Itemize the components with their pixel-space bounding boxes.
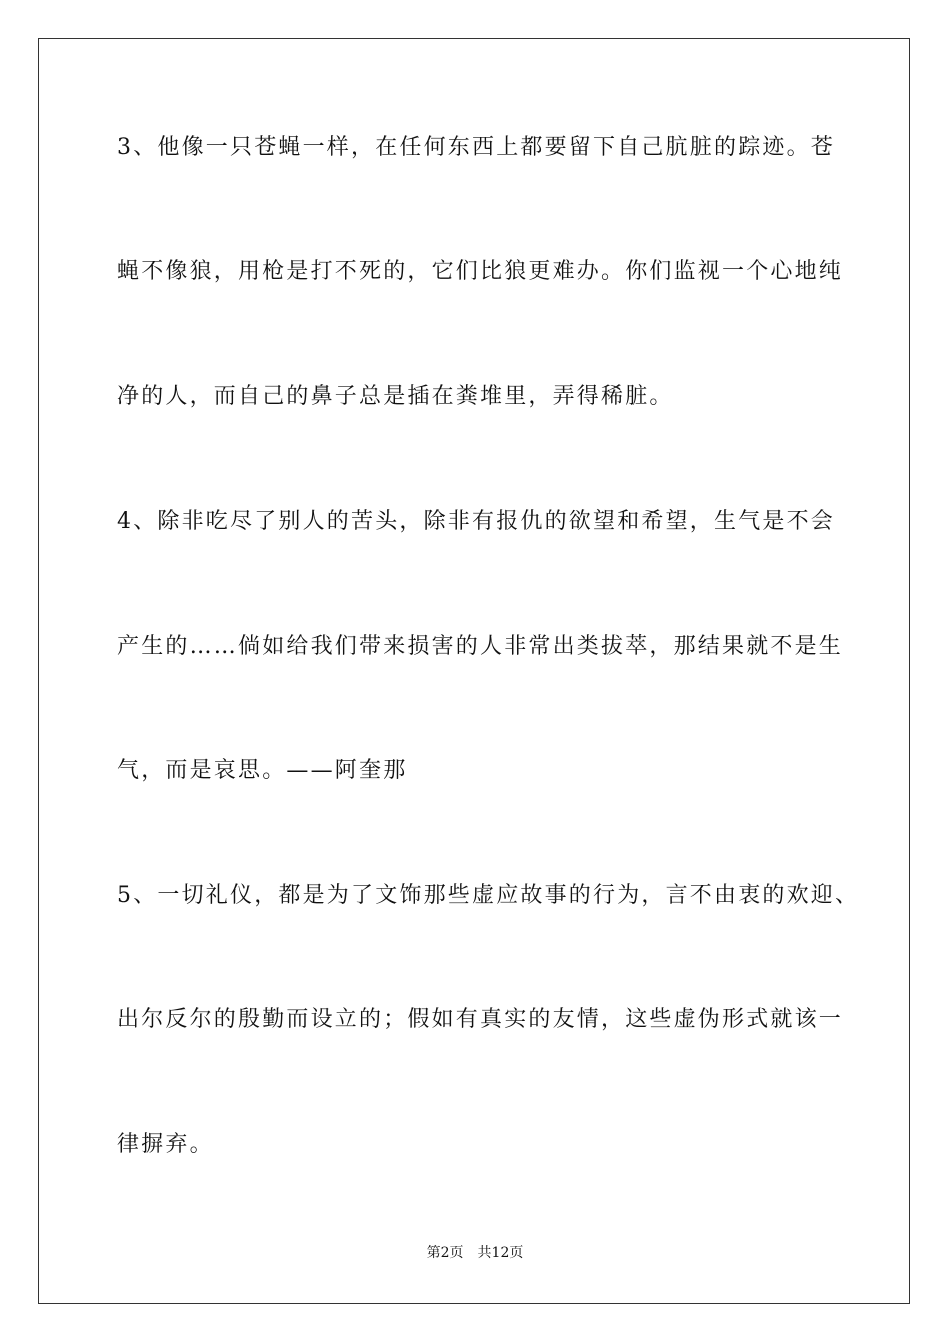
page-total: 共12页 — [477, 1245, 524, 1261]
paragraph-4-line-2: 产生的……倘如给我们带来损害的人非常出类拔萃，那结果就不是生 — [117, 634, 844, 659]
paragraph-4-line-3: 气，而是哀思。——阿奎那 — [117, 758, 408, 783]
paragraph-5-line-1: 5、一切礼仪，都是为了文饰那些虚应故事的行为，言不由衷的欢迎、 — [117, 883, 860, 908]
page-footer — [0, 1244, 950, 1262]
page-number: 第2页 — [426, 1245, 464, 1261]
paragraph-3-line-1: 3、他像一只苍蝇一样，在任何东西上都要留下自己肮脏的踪迹。苍 — [117, 135, 835, 160]
paragraph-4-line-1: 4、除非吃尽了别人的苦头，除非有报仇的欲望和希望，生气是不会 — [117, 509, 835, 534]
page-border — [38, 38, 910, 1304]
paragraph-5-line-2: 出尔反尔的殷勤而设立的；假如有真实的友情，这些虚伪形式就该一 — [117, 1007, 844, 1032]
paragraph-3-line-3: 净的人，而自己的鼻子总是插在粪堆里，弄得稀脏。 — [117, 384, 674, 409]
paragraph-5-line-3: 律摒弃。 — [117, 1132, 214, 1157]
paragraph-3-line-2: 蝇不像狼，用枪是打不死的，它们比狼更难办。你们监视一个心地纯 — [117, 259, 844, 284]
